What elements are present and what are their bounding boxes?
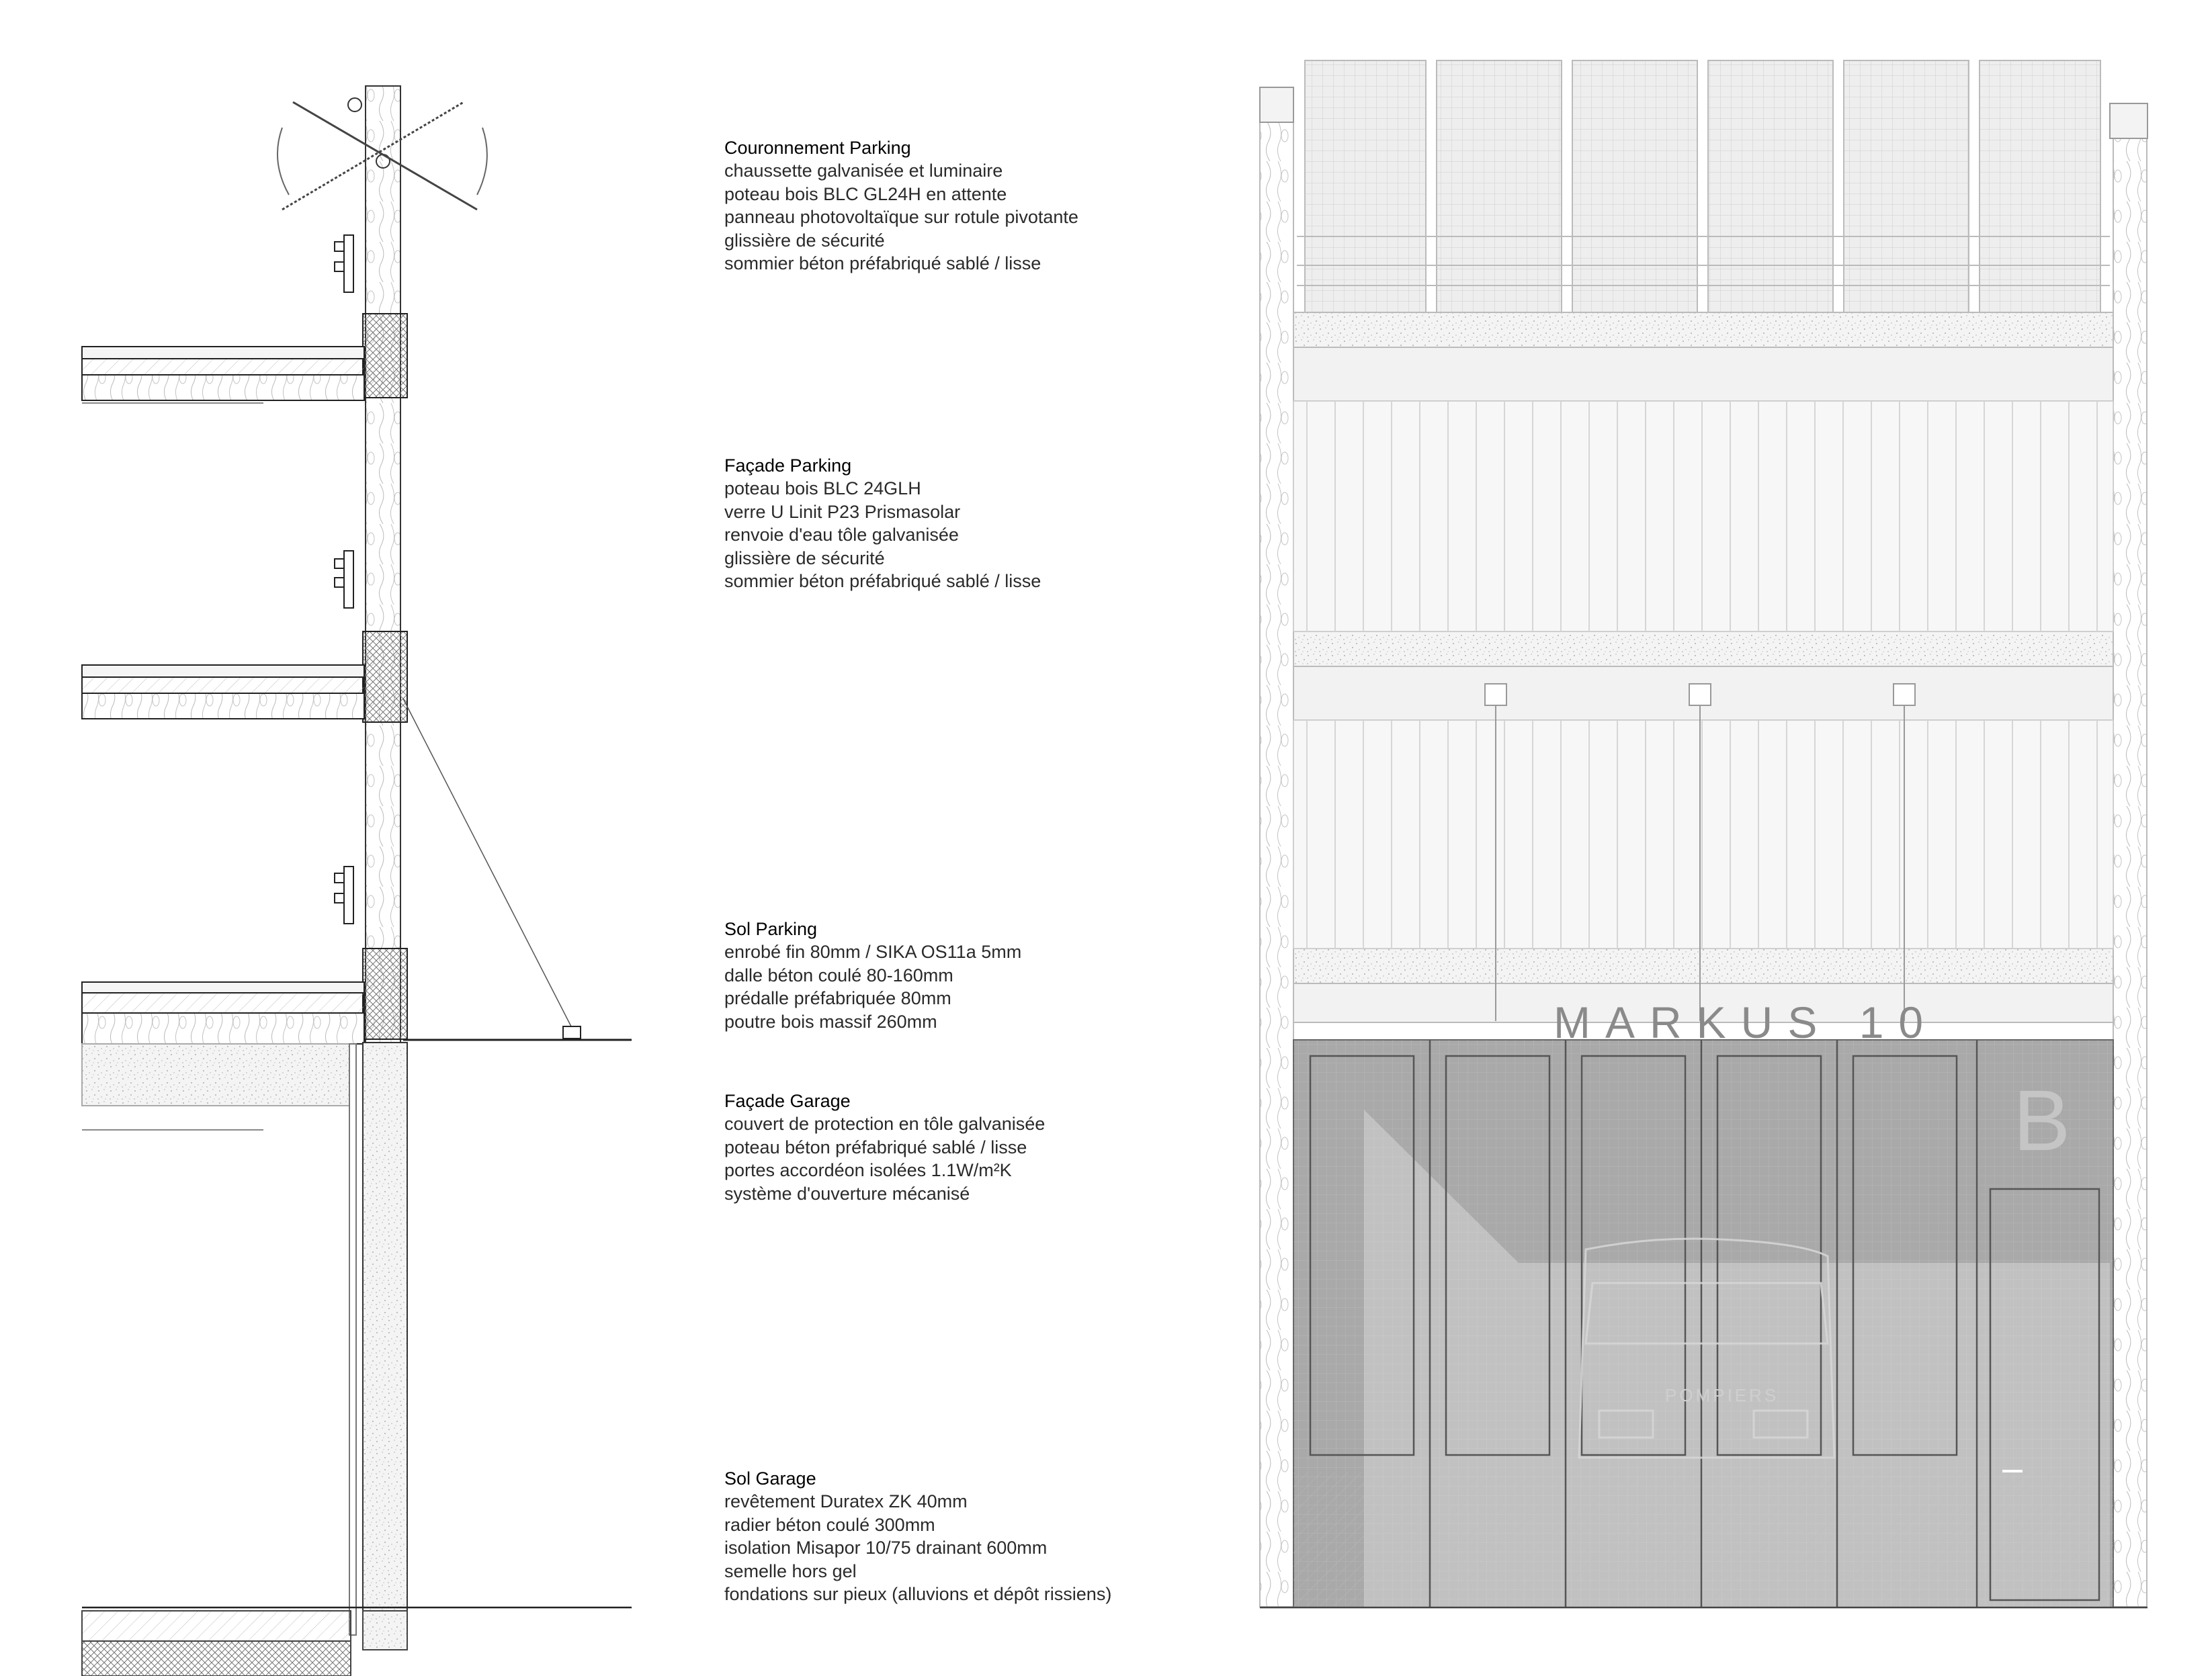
pv-panels: [1305, 60, 2100, 312]
note-facade-garage: [724, 1090, 1045, 1205]
note-title: Sol Parking: [724, 919, 818, 939]
note-title: Couronnement Parking: [724, 138, 911, 158]
building-sign: MARKUS 10: [1554, 998, 1939, 1047]
note-line: dalle béton coulé 80-160mm: [724, 965, 953, 985]
note-line: sommier béton préfabriqué sablé / lisse: [724, 253, 1041, 274]
note-title: Façade Garage: [724, 1091, 851, 1111]
section-drawing: [82, 86, 632, 1676]
note-line: couvert de protection en tôle galvanisée: [724, 1114, 1046, 1134]
note-title: Façade Parking: [724, 455, 852, 476]
note-title: Sol Garage: [724, 1468, 816, 1489]
note-line: portes accordéon isolées 1.1W/m²K: [724, 1160, 1012, 1181]
door-letter: B: [2013, 1073, 2071, 1169]
note-line: glissière de sécurité: [724, 547, 885, 568]
note-couronnement: [724, 136, 1078, 275]
note-line: renvoie d'eau tôle galvanisée: [724, 525, 959, 545]
note-line: poteau bois BLC 24GLH: [724, 478, 921, 498]
note-line: sommier béton préfabriqué sablé / lisse: [724, 571, 1041, 592]
note-line: isolation Misapor 10/75 drainant 600mm: [724, 1538, 1048, 1558]
note-line: prédalle préfabriquée 80mm: [724, 988, 951, 1009]
note-sol-parking: [724, 918, 1021, 1033]
garage-doors: [1293, 1040, 2113, 1607]
note-line: verre U Linit P23 Prismasolar: [724, 501, 961, 522]
truck-label: POMPIERS: [1665, 1385, 1779, 1405]
note-line: chaussette galvanisée et luminaire: [724, 161, 1003, 181]
note-line: poteau béton préfabriqué sablé / lisse: [724, 1137, 1027, 1157]
note-line: panneau photovoltaïque sur rotule pivotante: [724, 207, 1078, 228]
note-line: revêtement Duratex ZK 40mm: [724, 1491, 968, 1511]
note-line: poteau bois BLC GL24H en attente: [724, 183, 1007, 204]
note-line: enrobé fin 80mm / SIKA OS11a 5mm: [724, 942, 1022, 962]
note-line: fondations sur pieux (alluvions et dépôt rissiens): [724, 1584, 1112, 1605]
note-line: système d'ouverture mécanisé: [724, 1183, 970, 1204]
note-line: poutre bois massif 260mm: [724, 1011, 937, 1032]
note-line: semelle hors gel: [724, 1560, 857, 1581]
note-line: radier béton coulé 300mm: [724, 1514, 935, 1535]
note-line: glissière de sécurité: [724, 230, 885, 251]
note-sol-garage: [724, 1467, 1111, 1606]
note-facade-parking: [724, 454, 1041, 593]
elevation-drawing: [1260, 60, 2147, 1607]
